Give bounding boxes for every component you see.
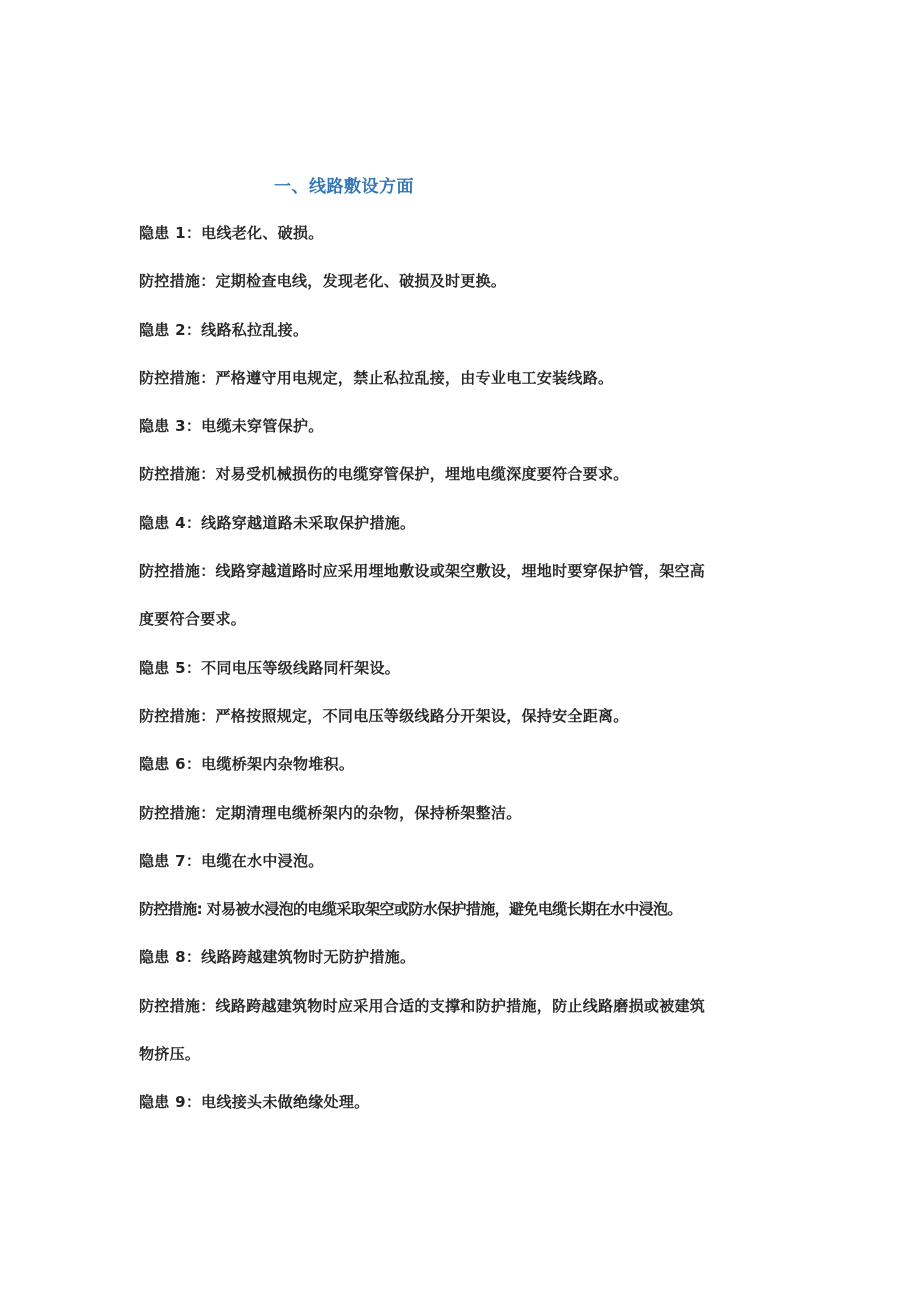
- measure-4-continued: 度要符合要求。: [139, 610, 247, 629]
- measure-8-continued: 物挤压。: [139, 1045, 201, 1064]
- hazard-2: 隐患 2：线路私拉乱接。: [139, 320, 309, 339]
- hazard-4: 隐患 4：线路穿越道路未采取保护措施。: [139, 513, 416, 532]
- hazard-9: 隐患 9：电线接头未做绝缘处理。: [139, 1093, 370, 1112]
- hazard-6: 隐患 6：电缆桥架内杂物堆积。: [139, 755, 355, 774]
- hazard-5: 隐患 5：不同电压等级线路同杆架设。: [139, 658, 401, 677]
- hazard-1: 隐患 1：电线老化、破损。: [139, 224, 324, 242]
- measure-7: 防控措施: 对易被水浸泡的电缆采取架空或防水保护措施，避免电缆长期在水中浸泡。: [139, 900, 682, 919]
- measure-1: 防控措施：定期检查电线，发现老化、破损及时更换。: [139, 272, 507, 291]
- measure-3: 防控措施：对易受机械损伤的电缆穿管保护，埋地电缆深度要符合要求。: [139, 465, 629, 484]
- hazard-7: 隐患 7：电缆在水中浸泡。: [139, 851, 324, 870]
- measure-5: 防控措施：严格按照规定，不同电压等级线路分开架设，保持安全距离。: [139, 706, 629, 725]
- measure-4: 防控措施：线路穿越道路时应采用埋地敷设或架空敷设，埋地时要穿保护管，架空高: [139, 562, 706, 581]
- hazard-3: 隐患 3：电缆未穿管保护。: [139, 417, 324, 436]
- measure-2: 防控措施：严格遵守用电规定，禁止私拉乱接，由专业电工安装线路。: [139, 368, 614, 387]
- measure-8: 防控措施：线路跨越建筑物时应采用合适的支撑和防护措施，防止线路磨损或被建筑: [139, 996, 706, 1015]
- section-title: 一、线路敷设方面: [274, 177, 414, 197]
- hazard-8: 隐患 8：线路跨越建筑物时无防护措施。: [139, 948, 416, 967]
- body-text: [139, 223, 789, 1141]
- measure-6: 防控措施：定期清理电缆桥架内的杂物，保持桥架整洁。: [139, 803, 522, 822]
